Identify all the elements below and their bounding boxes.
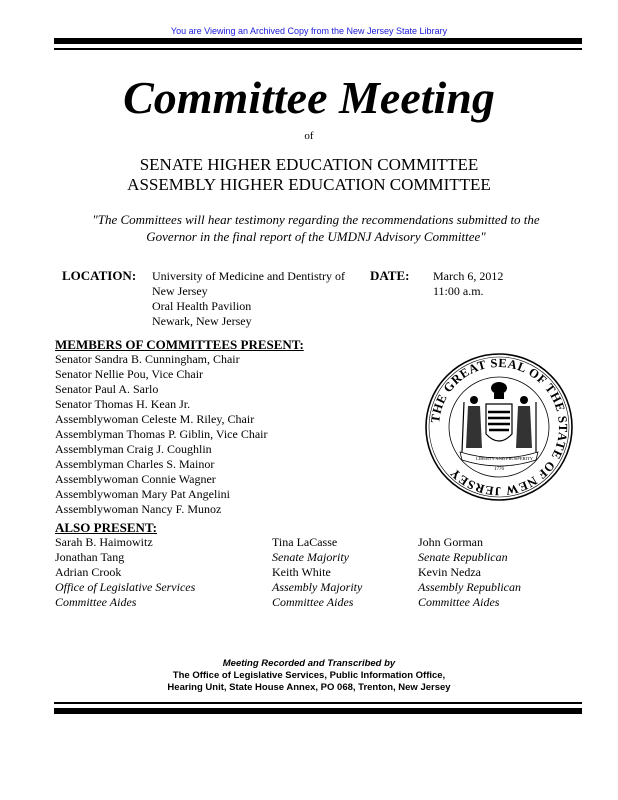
of-text: of [304, 130, 314, 142]
location-line: Newark, New Jersey [152, 314, 252, 328]
also-present-col-2 [272, 535, 362, 610]
time-value: 11:00 a.m. [433, 284, 484, 298]
member-item: Senator Sandra B. Cunningham, Chair [55, 352, 240, 366]
seal-banner-left: LIBERTY AND [476, 456, 506, 461]
also-present-heading: ALSO PRESENT: [55, 520, 157, 535]
member-item: Assemblywoman Connie Wagner [55, 472, 216, 486]
staff-name: Jonathan Tang [55, 550, 125, 564]
footer-line: The Office of Legislative Services, Public Information Office, [172, 670, 446, 681]
member-item: Assemblyman Thomas P. Giblin, Vice Chair [55, 427, 268, 441]
staff-name: John Gorman [418, 535, 483, 549]
committee-names [0, 155, 618, 195]
bottom-rule-thin [54, 702, 582, 704]
location-line: Oral Health Pavilion [152, 299, 252, 313]
location-line: University of Medicine and Dentistry of [152, 269, 345, 283]
members-heading: MEMBERS OF COMMITTEES PRESENT: [55, 337, 304, 352]
staff-name: Adrian Crook [55, 565, 122, 579]
members-list [55, 352, 385, 517]
date-value: March 6, 2012 [433, 269, 504, 283]
staff-role: Senate Majority [272, 550, 349, 564]
document-title: Committee Meeting [123, 72, 495, 123]
member-item: Assemblyman Charles S. Mainor [55, 457, 215, 471]
seal-outer-text: THE GREAT SEAL OF THE STATE OF NEW JERSEY [428, 355, 571, 499]
staff-role: Committee Aides [272, 595, 354, 609]
staff-name: Kevin Nedza [418, 565, 481, 579]
senate-committee: SENATE HIGHER EDUCATION COMMITTEE [139, 155, 479, 174]
member-item: Assemblywoman Mary Pat Angelini [55, 487, 230, 501]
staff-role: Assembly Majority [272, 580, 363, 594]
assembly-committee: ASSEMBLY HIGHER EDUCATION COMMITTEE [127, 175, 491, 194]
date-label: DATE: [370, 268, 410, 283]
member-item: Assemblywoman Celeste M. Riley, Chair [55, 412, 255, 426]
footer-line: Meeting Recorded and Transcribed by [222, 658, 396, 669]
member-item: Senator Nellie Pou, Vice Chair [55, 367, 204, 381]
also-present-col-1 [55, 535, 195, 610]
staff-role: Committee Aides [55, 595, 137, 609]
location-line: New Jersey [152, 284, 208, 298]
state-seal-icon [424, 352, 574, 502]
footer-line: Hearing Unit, State House Annex, PO 068, Trenton, New Jersey [167, 682, 451, 693]
date-details [433, 269, 563, 299]
location-label: LOCATION: [62, 268, 137, 283]
staff-role: Office of Legislative Services [55, 580, 196, 594]
meeting-purpose [56, 211, 576, 245]
purpose-line: "The Committees will hear testimony regarding the recommendations submitted to the [92, 212, 540, 227]
bottom-rule-thick [54, 708, 582, 714]
member-item: Senator Paul A. Sarlo [55, 382, 159, 396]
staff-role: Assembly Republican [418, 580, 521, 594]
archive-notice: You are Viewing an Archived Copy from the New Jersey State Library [170, 26, 448, 36]
top-rule-thick [54, 38, 582, 44]
seal-year: 1776 [494, 467, 504, 472]
staff-role: Senate Republican [418, 550, 508, 564]
staff-name: Keith White [272, 565, 331, 579]
member-item: Assemblywoman Nancy F. Munoz [55, 502, 222, 516]
top-rule-thin [54, 48, 582, 50]
also-present-col-3 [418, 535, 521, 610]
member-item: Assemblyman Craig J. Coughlin [55, 442, 212, 456]
seal-banner-right: PROSPERITY [506, 456, 534, 461]
purpose-line: Governor in the final report of the UMDNJ Advisory Committee" [146, 229, 486, 244]
location-details [152, 269, 362, 329]
member-item: Senator Thomas H. Kean Jr. [55, 397, 191, 411]
staff-name: Tina LaCasse [272, 535, 338, 549]
staff-name: Sarah B. Haimowitz [55, 535, 153, 549]
staff-role: Committee Aides [418, 595, 500, 609]
transcription-credit [0, 658, 618, 694]
